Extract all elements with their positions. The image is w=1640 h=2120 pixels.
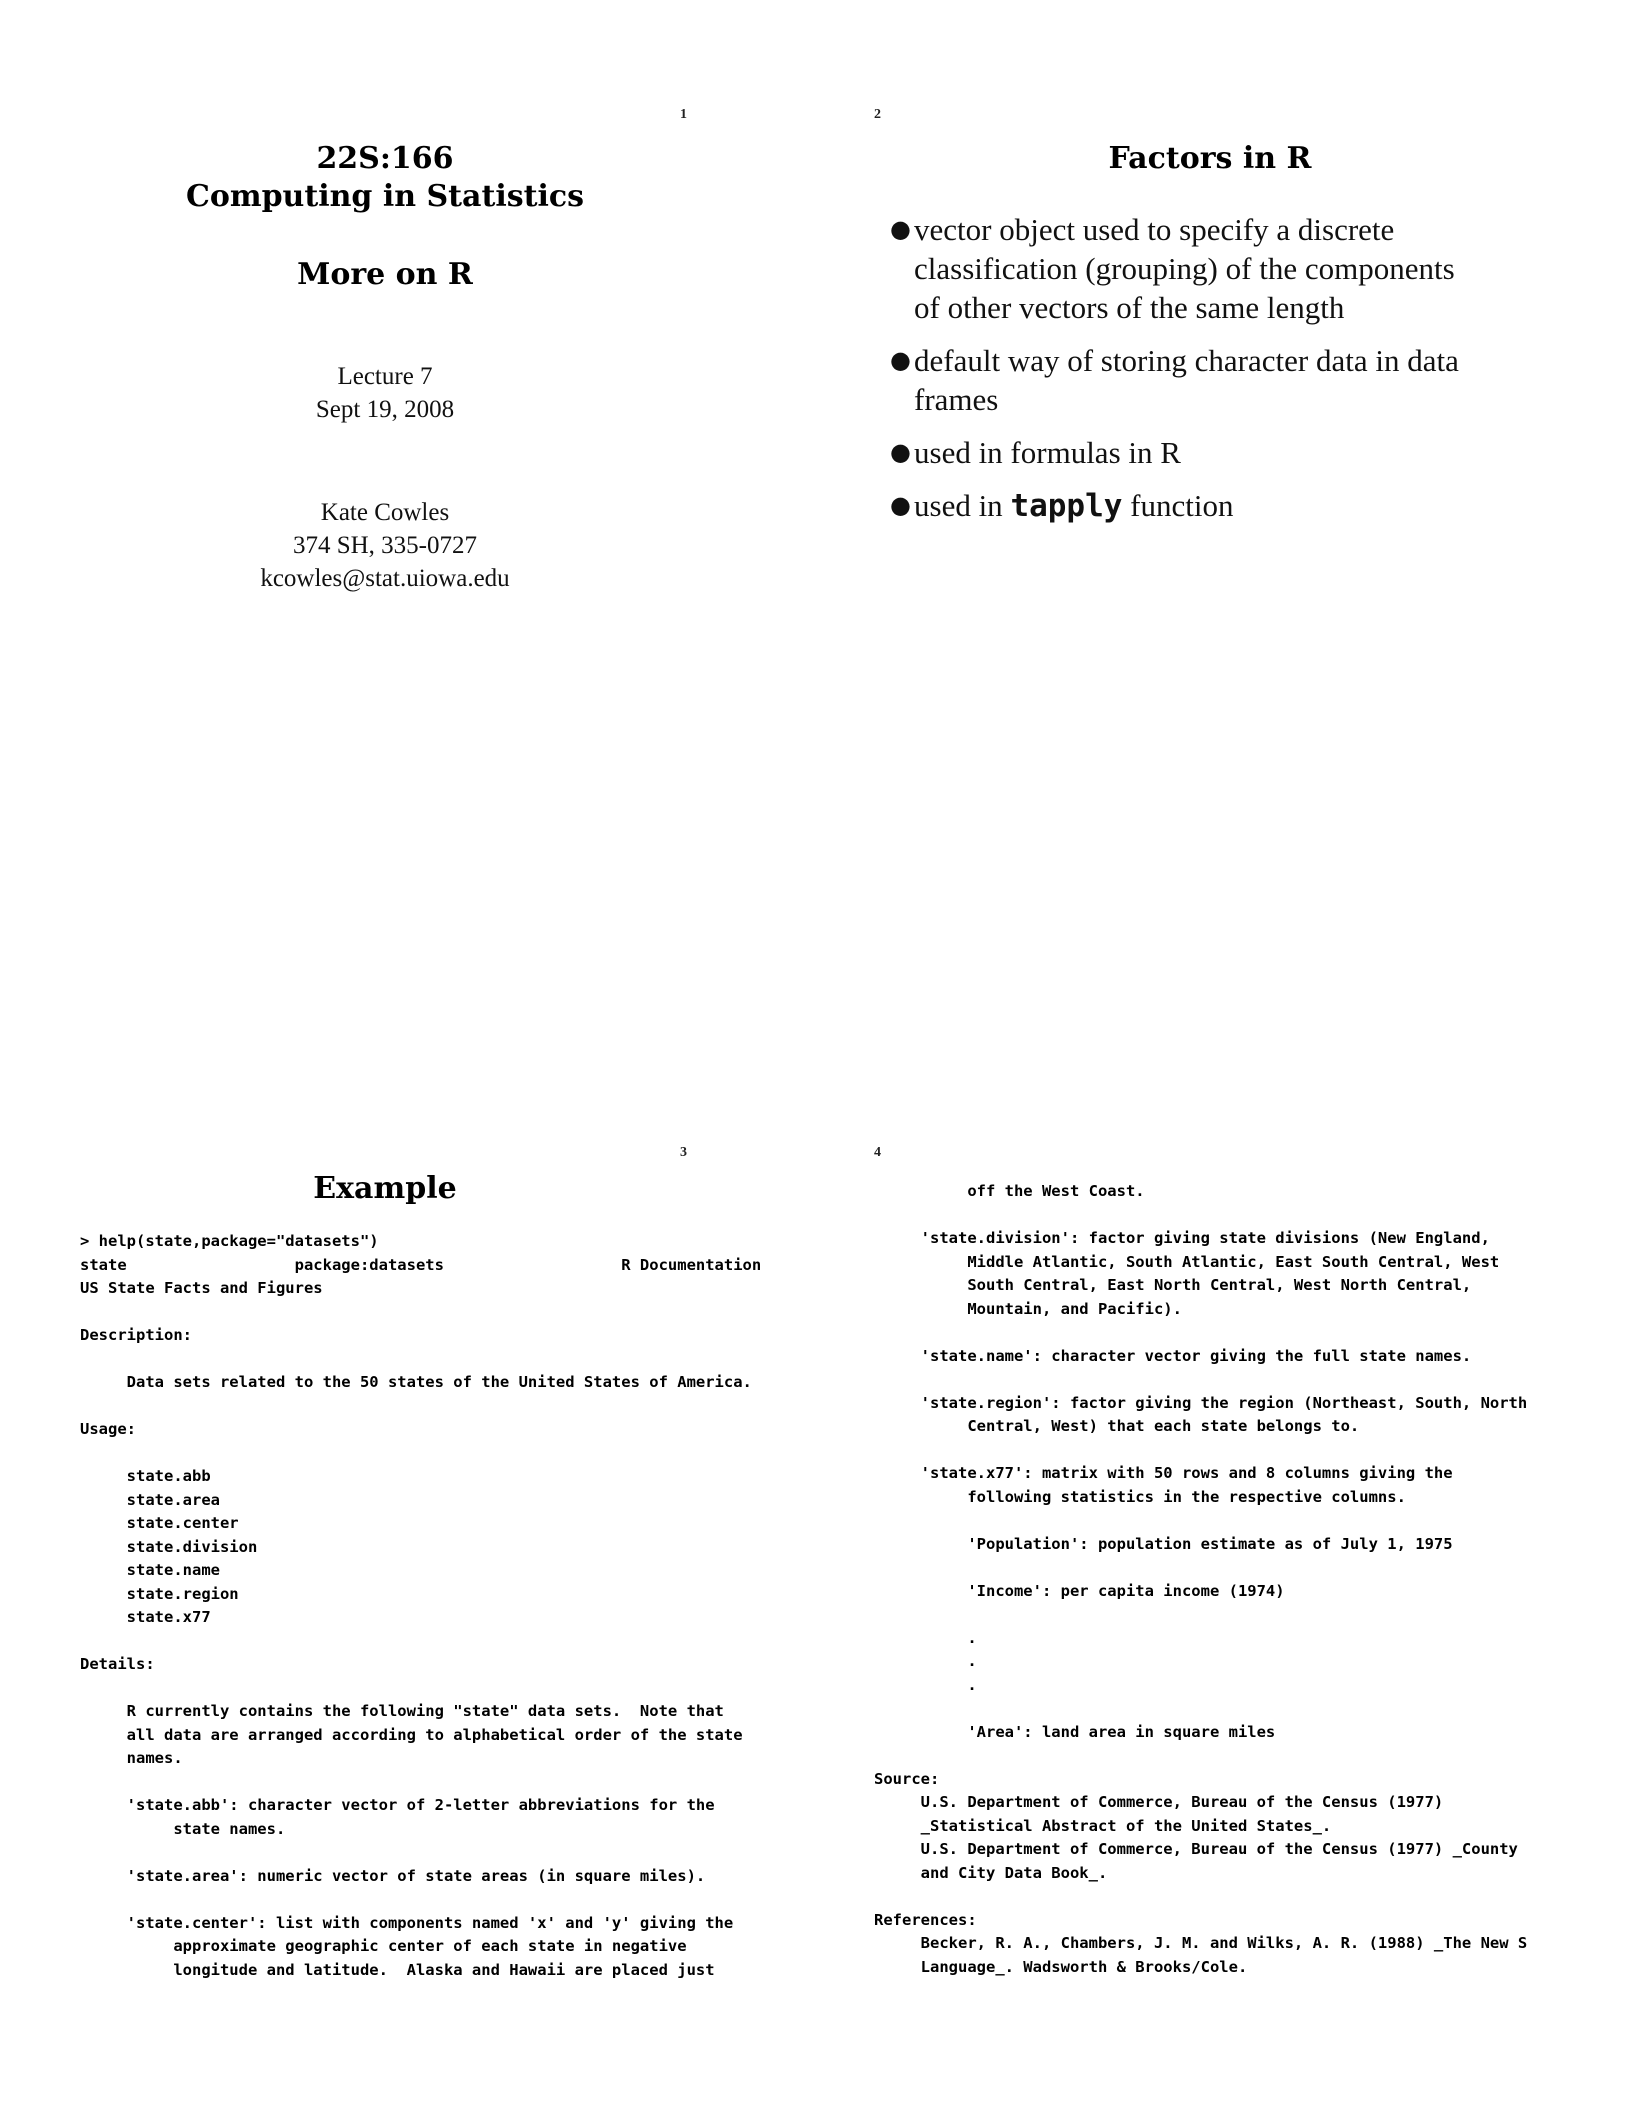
code-line [80, 1771, 800, 1795]
code-line: Description: [80, 1326, 192, 1344]
bullet-icon: ● [890, 346, 911, 374]
code-line [80, 1348, 800, 1372]
code-line: off the West Coast. [874, 1182, 1145, 1200]
code-line [874, 1556, 1614, 1580]
code-line: Details: [80, 1655, 155, 1673]
code-line: state names. [80, 1819, 286, 1838]
code-line [80, 1630, 800, 1654]
code-line: US State Facts and Figures [80, 1279, 323, 1297]
code-line: longitude and latitude. Alaska and Hawaii are placed just [80, 1960, 715, 1979]
slide-title: Example [313, 1171, 457, 1206]
code-line: state.area [80, 1490, 220, 1509]
slide-3 [0, 1060, 820, 2120]
page-number: 1 [680, 107, 687, 122]
code-line: References: [874, 1910, 977, 1929]
bullet-item: ● vector object used to specify a discrete classification (grouping) of the components of other vectors of the same length [890, 212, 1455, 325]
code-line: state.region [80, 1584, 239, 1603]
code-line: names. [80, 1749, 183, 1767]
code-line: and City Data Book_. [874, 1863, 1108, 1882]
code-line: Data sets related to the 50 states of the United States of America. [80, 1373, 752, 1391]
code-line [874, 1885, 1614, 1909]
code-line: state.center [80, 1514, 239, 1532]
code-line: 'state.division': factor giving state divisions (New England, [874, 1229, 1490, 1247]
code-line: 'state.center': list with components named 'x' and 'y' giving the [80, 1913, 734, 1932]
code-line [874, 1439, 1614, 1463]
course-number: 22S:166 [316, 141, 454, 176]
code-line: all data are arranged according to alphabetical order of the state [80, 1725, 743, 1744]
code-line: 'Area': land area in square miles [874, 1722, 1276, 1741]
code-line: U.S. Department of Commerce, Bureau of the Census (1977) _County [874, 1840, 1518, 1858]
code-tapply: tapply [1010, 488, 1123, 524]
lecture-number: Lecture 7 [337, 363, 433, 390]
bullet-item: ● used in tapply function [890, 488, 1234, 524]
code-line [874, 1321, 1614, 1345]
code-line [874, 1204, 1614, 1228]
code-line [80, 1395, 800, 1419]
code-line: > help(state,package="datasets") [80, 1232, 379, 1250]
code-line: Language_. Wadsworth & Brooks/Cole. [874, 1957, 1248, 1976]
code-line [80, 1677, 800, 1701]
page-number: 3 [680, 1145, 687, 1160]
code-line: R currently contains the following "state" data sets. Note that [80, 1702, 724, 1720]
page-number: 4 [874, 1145, 881, 1160]
bullet-item: ● used in formulas in R [890, 435, 1181, 470]
bullet-icon: ● [890, 438, 911, 466]
code-line [80, 1442, 800, 1466]
code-line: 'state.x77': matrix with 50 rows and 8 columns giving the [874, 1464, 1453, 1482]
code-line: state.x77 [80, 1608, 211, 1626]
code-line: state.abb [80, 1467, 211, 1485]
code-line: following statistics in the respective columns. [874, 1487, 1406, 1506]
code-line: Middle Atlantic, South Atlantic, East South Central, West [874, 1252, 1500, 1271]
code-line: approximate geographic center of each state in negative [80, 1937, 687, 1955]
code-line: . [874, 1628, 977, 1647]
code-line [80, 1841, 800, 1865]
lecture-topic: More on R [297, 257, 473, 292]
code-line [874, 1603, 1614, 1627]
author-office: 374 SH, 335-0727 [292, 532, 478, 559]
code-line [874, 1509, 1614, 1533]
bullet-list [890, 210, 1480, 540]
code-line [80, 1888, 800, 1912]
code-line: state package:datasets R Documentation [80, 1255, 762, 1274]
code-line: state.division [80, 1537, 258, 1556]
page-number: 2 [874, 107, 881, 122]
course-title: Computing in Statistics [185, 179, 585, 214]
author-email: kcowles@stat.uiowa.edu [260, 565, 510, 592]
code-line: . [874, 1652, 977, 1670]
code-line [874, 1744, 1614, 1768]
code-line: Becker, R. A., Chambers, J. M. and Wilks, A. R. (1988) _The New S [874, 1934, 1528, 1952]
code-line: Source: [874, 1769, 940, 1788]
code-line [80, 1301, 800, 1325]
author-name: Kate Cowles [320, 499, 450, 526]
code-line: Central, West) that each state belongs to. [874, 1417, 1360, 1435]
bullet-icon: ● [890, 215, 911, 243]
bullet-icon: ● [890, 491, 911, 519]
slide-4 [820, 1060, 1640, 2120]
code-line: 'Income': per capita income (1974) [874, 1581, 1285, 1600]
bullet-item: ● default way of storing character data in data frames [890, 343, 1459, 417]
code-line: U.S. Department of Commerce, Bureau of the Census (1977) [874, 1793, 1444, 1811]
code-line: state.name [80, 1561, 220, 1579]
code-line [874, 1697, 1614, 1721]
code-line: 'state.name': character vector giving the full state names. [874, 1346, 1472, 1365]
help-output-continued [874, 1180, 1614, 1979]
code-line: 'state.region': factor giving the region (Northeast, South, North [874, 1393, 1528, 1412]
code-line: South Central, East North Central, West North Central, [874, 1276, 1472, 1294]
slide-1 [0, 0, 820, 1060]
code-line: Mountain, and Pacific). [874, 1299, 1182, 1318]
code-line: 'state.area': numeric vector of state areas (in square miles). [80, 1866, 706, 1885]
code-line: . [874, 1675, 977, 1694]
slide-title: Factors in R [1108, 141, 1312, 176]
code-line: 'Population': population estimate as of July 1, 1975 [874, 1534, 1453, 1553]
help-output [80, 1230, 800, 1982]
code-line: _Statistical Abstract of the United States_. [874, 1816, 1332, 1835]
code-line [874, 1368, 1614, 1392]
lecture-date: Sept 19, 2008 [315, 396, 455, 423]
code-line: Usage: [80, 1420, 136, 1438]
code-line: 'state.abb': character vector of 2-letter abbreviations for the [80, 1796, 715, 1814]
slide-2 [820, 0, 1640, 1060]
